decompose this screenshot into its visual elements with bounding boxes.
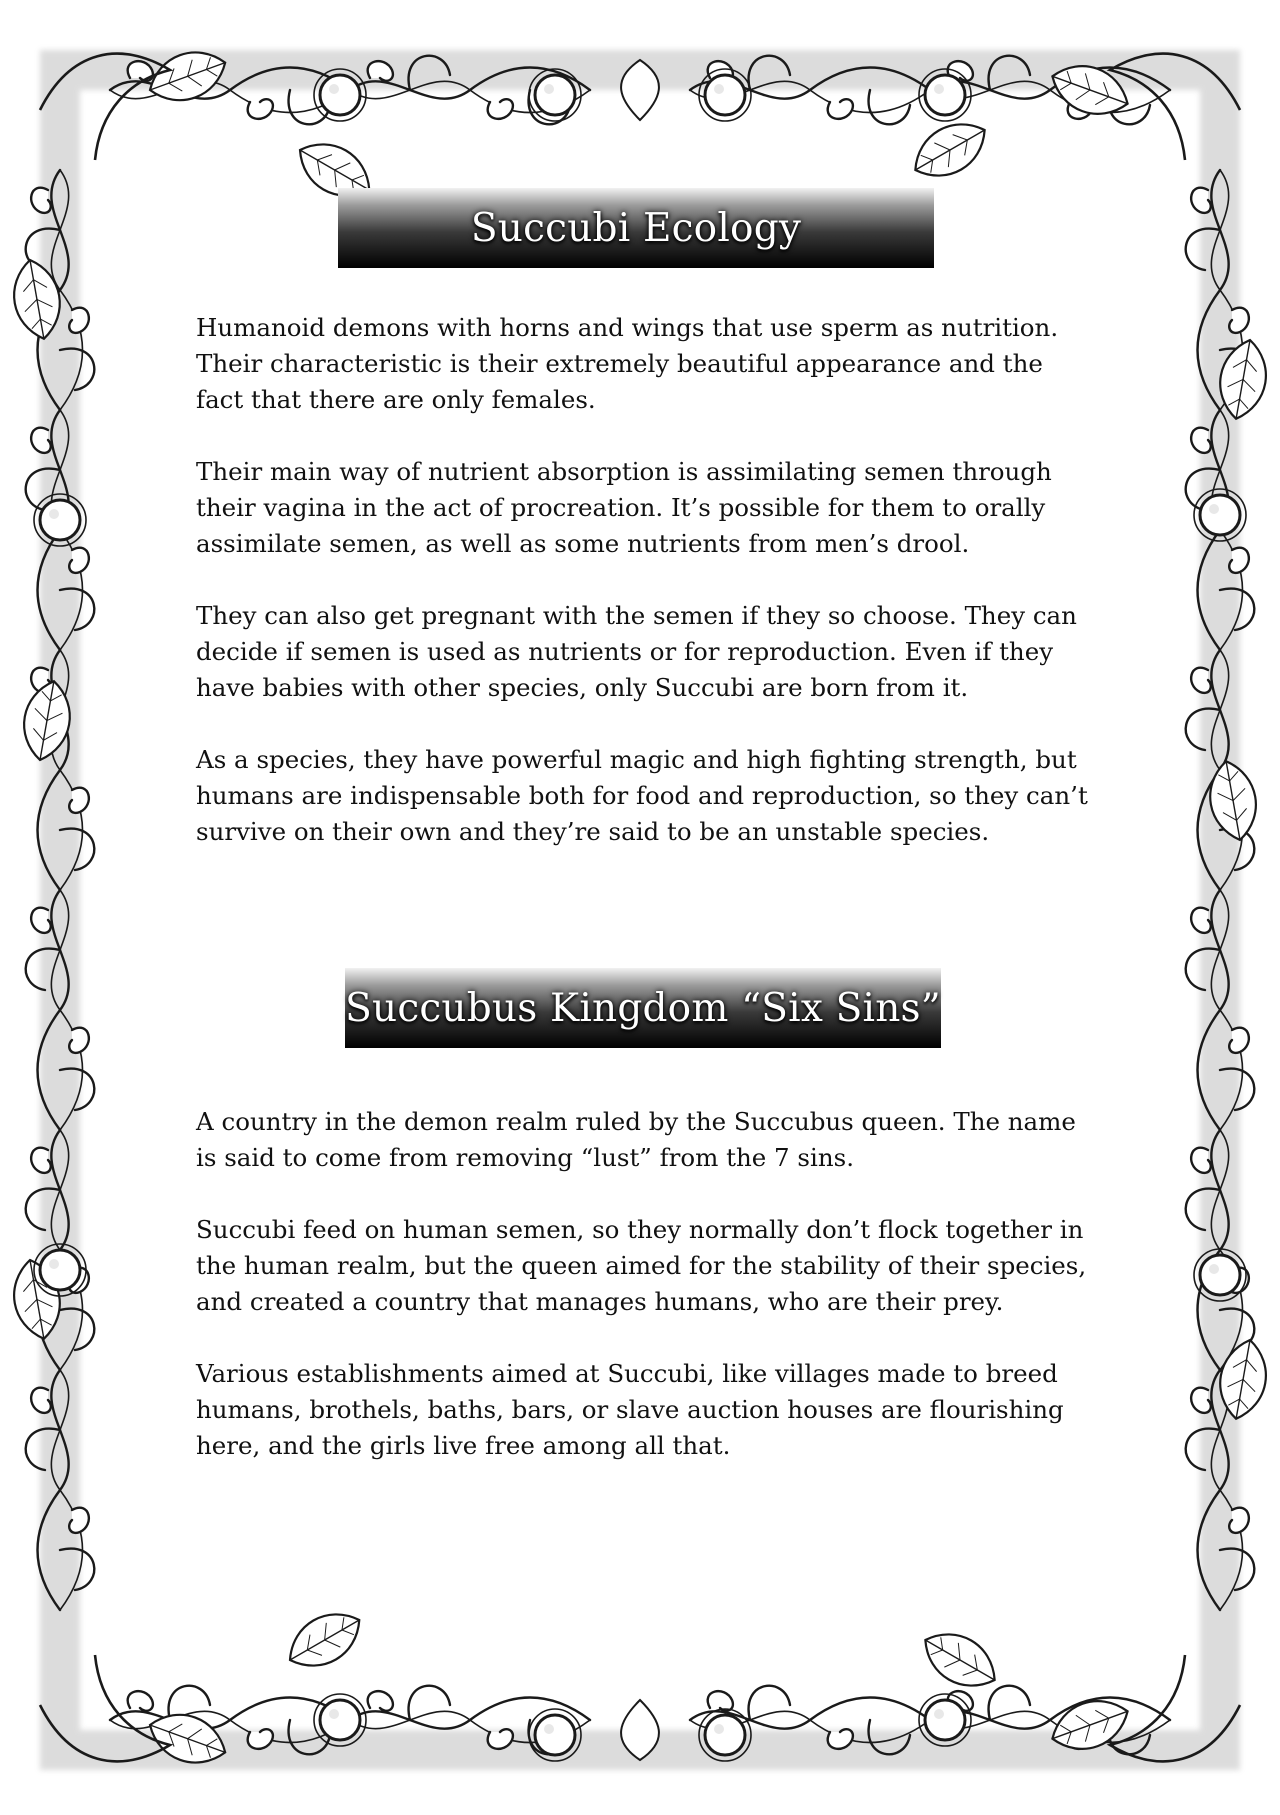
paragraph: Humanoid demons with horns and wings that use sperm as nutrition. Their characteristic is their extremely beautiful appearance and the fact that there are only females. [196, 313, 1059, 414]
section-title: Succubi Ecology [470, 205, 802, 251]
paragraph: Various establishments aimed at Succubi, like villages made to breed humans, brothels, baths, bars, or slave auction houses are flourishing here, and the girls live free among all that. [196, 1359, 1064, 1460]
paragraph: Succubi feed on human semen, so they normally don’t flock together in the human realm, but the queen aimed for the stability of their species, and created a country that manages humans, who are their prey. [196, 1215, 1087, 1316]
section-body [196, 310, 1096, 850]
section-title-banner [338, 188, 934, 268]
paragraph: They can also get pregnant with the semen if they so choose. They can decide if semen is used as nutrients or for reproduction. Even if they have babies with other species, only Succubi are born from it. [196, 601, 1077, 702]
paragraph: A country in the demon realm ruled by the Succubus queen. The name is said to come from removing “lust” from the 7 sins. [196, 1107, 1076, 1172]
section-title-banner [345, 968, 941, 1048]
paragraph: Their main way of nutrient absorption is assimilating semen through their vagina in the act of procreation. It’s possible for them to orally assimilate semen, as well as some nutrients from men’s drool. [196, 457, 1052, 558]
section-body [196, 1104, 1096, 1464]
paragraph: As a species, they have powerful magic and high fighting strength, but humans are indispensable both for food and reproduction, so they can’t survive on their own and they’re said to be an unstable species. [196, 745, 1088, 846]
section-title: Succubus Kingdom “Six Sins” [345, 985, 941, 1031]
